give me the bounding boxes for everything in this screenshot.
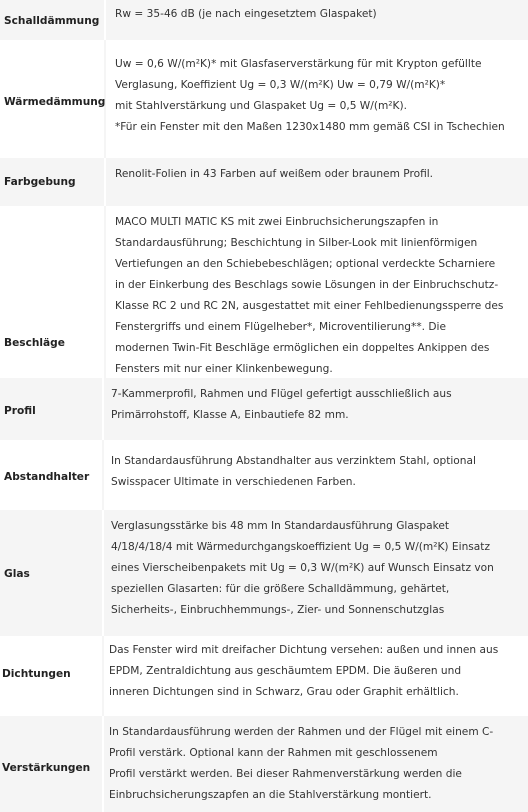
spec-text-line: In Standardausführung werden der Rahmen und der Flügel mit einem C- (109, 726, 494, 738)
spec-text-line: Primärrohstoff, Klasse A, Einbautiefe 82 mm. (111, 409, 349, 421)
spec-text-line: *Für ein Fenster mit den Maßen 1230x1480 mm gemäß CSI in Tschechien (115, 121, 505, 133)
spec-label-farbgebung: Farbgebung (4, 176, 76, 188)
spec-label-glas: Glas (4, 568, 30, 580)
spec-label-cell (0, 206, 106, 378)
spec-row-abstandhalter (0, 440, 528, 510)
spec-label-profil: Profil (4, 405, 36, 417)
spec-text-line: Renolit-Folien in 43 Farben auf weißem oder braunem Profil. (115, 168, 434, 180)
spec-value-verstaerkungen (104, 716, 528, 812)
spec-label-cell (0, 510, 104, 636)
spec-value-schalldaemmung (106, 0, 528, 40)
spec-text-line: eines Vierscheibenpakets mit Ug = 0,3 W/(m²K) auf Wunsch Einsatz von (111, 562, 494, 574)
spec-text-line: Swisspacer Ultimate in verschiedenen Farben. (111, 476, 356, 488)
spec-row-verstaerkungen (0, 716, 528, 812)
spec-value-beschlaege (106, 206, 528, 378)
spec-label-cell (0, 378, 104, 440)
spec-value-waermedaemmung (106, 40, 528, 158)
spec-text-line: MACO MULTI MATIC KS mit zwei Einbruchsicherungszapfen in (115, 216, 439, 228)
spec-text-line: In Standardausführung Abstandhalter aus verzinktem Stahl, optional (111, 455, 476, 467)
spec-text-line: mit Stahlverstärkung und Glaspaket Ug = 0,5 W/(m²K). (115, 100, 407, 112)
spec-text-line: in der Einkerbung des Beschlags sowie Lösungen in der Einbruchschutz- (115, 279, 499, 291)
spec-label-cell (0, 440, 104, 510)
spec-label-cell (0, 158, 106, 206)
spec-label-waermedaemmung: Wärmedämmung (4, 96, 106, 108)
spec-value-dichtungen (104, 636, 528, 716)
spec-text-line: Einbruchsicherungszapfen an die Stahlverstärkung montiert. (109, 789, 432, 801)
spec-label-cell (0, 716, 104, 812)
spec-text-line: Fenstergriffs und einem Flügelheber*, Microventilierung**. Die (115, 321, 446, 333)
spec-text-line: Sicherheits-, Einbruchhemmungs-, Zier- und Sonnenschutzglas (111, 604, 445, 616)
spec-text-line: Verglasung, Koeffizient Ug = 0,3 W/(m²K) Uw = 0,79 W/(m²K)* (115, 79, 446, 91)
spec-text-line: Profil verstärk. Optional kann der Rahmen mit geschlossenem (109, 747, 438, 759)
spec-text-line: Verglasungsstärke bis 48 mm In Standardausführung Glaspaket (111, 520, 450, 532)
spec-label-schalldaemmung: Schalldämmung (4, 15, 100, 27)
spec-label-verstaerkungen: Verstärkungen (2, 762, 91, 774)
spec-row-farbgebung (0, 158, 528, 206)
spec-label-cell (0, 40, 106, 158)
spec-text-line: Vertiefungen an den Schiebebeschlägen; optional verdeckte Scharniere (115, 258, 496, 270)
spec-text-line: Profil verstärkt werden. Bei dieser Rahmenverstärkung werden die (109, 768, 462, 780)
spec-text-line: Uw = 0,6 W/(m²K)* mit Glasfaserverstärkung für mit Krypton gefüllte (115, 58, 482, 70)
spec-label-dichtungen: Dichtungen (2, 668, 71, 680)
spec-row-waermedaemmung (0, 40, 528, 158)
spec-label-cell (0, 0, 106, 40)
spec-text-line: Standardausführung; Beschichtung in Silber-Look mit linienförmigen (115, 237, 478, 249)
spec-label-abstandhalter: Abstandhalter (4, 471, 90, 483)
spec-text-line: 7-Kammerprofil, Rahmen und Flügel gefertigt ausschließlich aus (111, 388, 452, 400)
spec-text-line: Klasse RC 2 und RC 2N, ausgestattet mit einer Fehlbedienungssperre des (115, 300, 504, 312)
spec-value-profil (104, 378, 528, 440)
spec-text-line: Fensters mit nur einer Klinkenbewegung. (115, 363, 333, 375)
spec-row-glas (0, 510, 528, 636)
spec-text-line: Das Fenster wird mit dreifacher Dichtung versehen: außen und innen aus (109, 644, 499, 656)
spec-row-beschlaege (0, 206, 528, 378)
spec-value-glas (104, 510, 528, 636)
spec-label-cell (0, 636, 104, 716)
spec-text-line: 4/18/4/18/4 mit Wärmedurchgangskoeffizient Ug = 0,5 W/(m²K) Einsatz (111, 541, 491, 553)
spec-value-abstandhalter (104, 440, 528, 510)
spec-text-line: EPDM, Zentraldichtung aus geschäumtem EPDM. Die äußeren und (109, 665, 462, 677)
spec-row-dichtungen (0, 636, 528, 716)
spec-row-profil (0, 378, 528, 440)
spec-row-schalldaemmung (0, 0, 528, 40)
spec-label-beschlaege: Beschläge (4, 337, 65, 349)
spec-text-line: modernen Twin-Fit Beschläge ermöglichen ein doppeltes Ankippen des (115, 342, 490, 354)
spec-value-farbgebung (106, 158, 528, 206)
spec-text-line: speziellen Glasarten: für die größere Schalldämmung, gehärtet, (111, 583, 450, 595)
spec-text-line: Rw = 35-46 dB (je nach eingesetztem Glaspaket) (115, 8, 377, 20)
spec-text-line: inneren Dichtungen sind in Schwarz, Grau oder Graphit erhältlich. (109, 686, 459, 698)
